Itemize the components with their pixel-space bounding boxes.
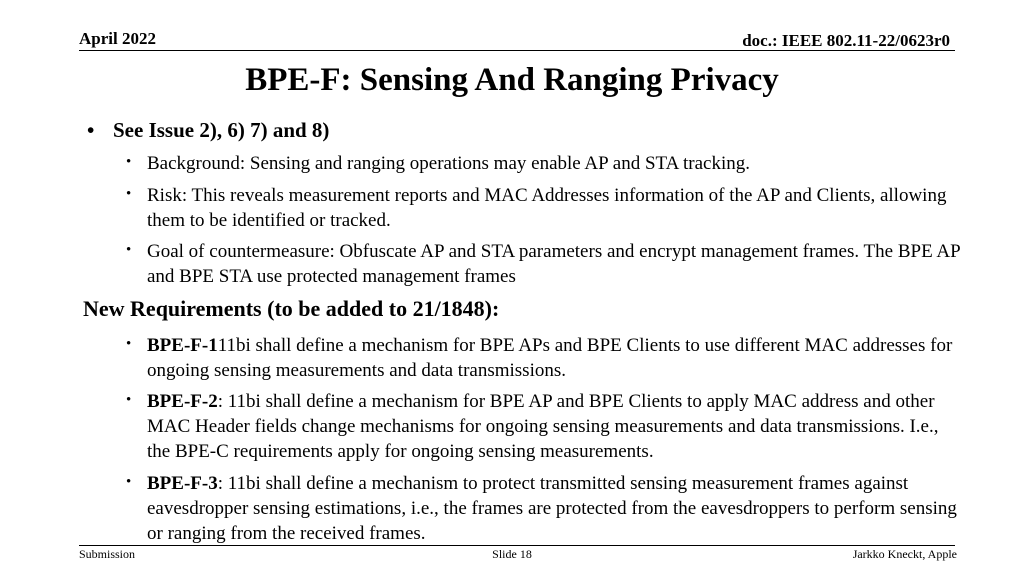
slide-title: BPE-F: Sensing And Ranging Privacy — [245, 62, 779, 98]
header-date: April 2022 — [79, 29, 156, 48]
issue-background: Background: Sensing and ranging operations may enable AP and STA tracking. — [147, 153, 751, 174]
requirement-id: BPE-F-1 — [147, 335, 218, 356]
requirement-text: : 11bi shall define a mechanism for BPE AP and BPE Clients to apply MAC address and other MAC Header fields change mechanisms for ongoing sensing measurements and data transmissions. I.e., the BPE-C requirements apply for ongoing sensing measurements. — [147, 391, 939, 462]
requirement-item — [147, 389, 962, 464]
issue-heading: See Issue 2), 6) 7) and 8) — [113, 118, 330, 142]
bullet-dot: • — [126, 474, 132, 490]
bullet-dot: • — [126, 242, 132, 258]
new-requirements-heading: New Requirements (to be added to 21/1848): — [83, 296, 500, 321]
bullet-dot: • — [126, 336, 132, 352]
requirement-text: : 11bi shall define a mechanism to protect transmitted sensing measurement frames against eavesdropper sensing estimations, i.e., the frames are protected from the eavesdroppers to perform sensing or ranging from the received frames. — [147, 473, 957, 544]
bullet-dot: • — [87, 118, 95, 142]
requirement-id: BPE-F-3 — [147, 473, 218, 494]
header-divider — [79, 50, 955, 51]
bullet-dot: • — [126, 154, 132, 170]
requirement-text: 11bi shall define a mechanism for BPE APs and BPE Clients to use different MAC addresses for ongoing sensing measurements and data transmissions. — [147, 335, 953, 381]
footer-slide-number: Slide 18 — [492, 547, 532, 561]
bullet-dot: • — [126, 186, 132, 202]
issue-risk: Risk: This reveals measurement reports and MAC Addresses information of the AP and Clients, allowing them to be identified or tracked. — [147, 185, 947, 231]
footer-divider — [79, 545, 955, 546]
header-doc-id: doc.: IEEE 802.11-22/0623r0 — [742, 31, 950, 50]
requirement-item — [147, 333, 962, 383]
requirement-id: BPE-F-2 — [147, 391, 218, 412]
issue-goal: Goal of countermeasure: Obfuscate AP and STA parameters and encrypt management frames. The BPE AP and BPE STA use protected management frames — [147, 241, 960, 287]
bullet-dot: • — [126, 392, 132, 408]
requirement-item — [147, 471, 962, 546]
footer-submission: Submission — [79, 547, 136, 561]
footer-author: Jarkko Kneckt, Apple — [852, 547, 957, 561]
